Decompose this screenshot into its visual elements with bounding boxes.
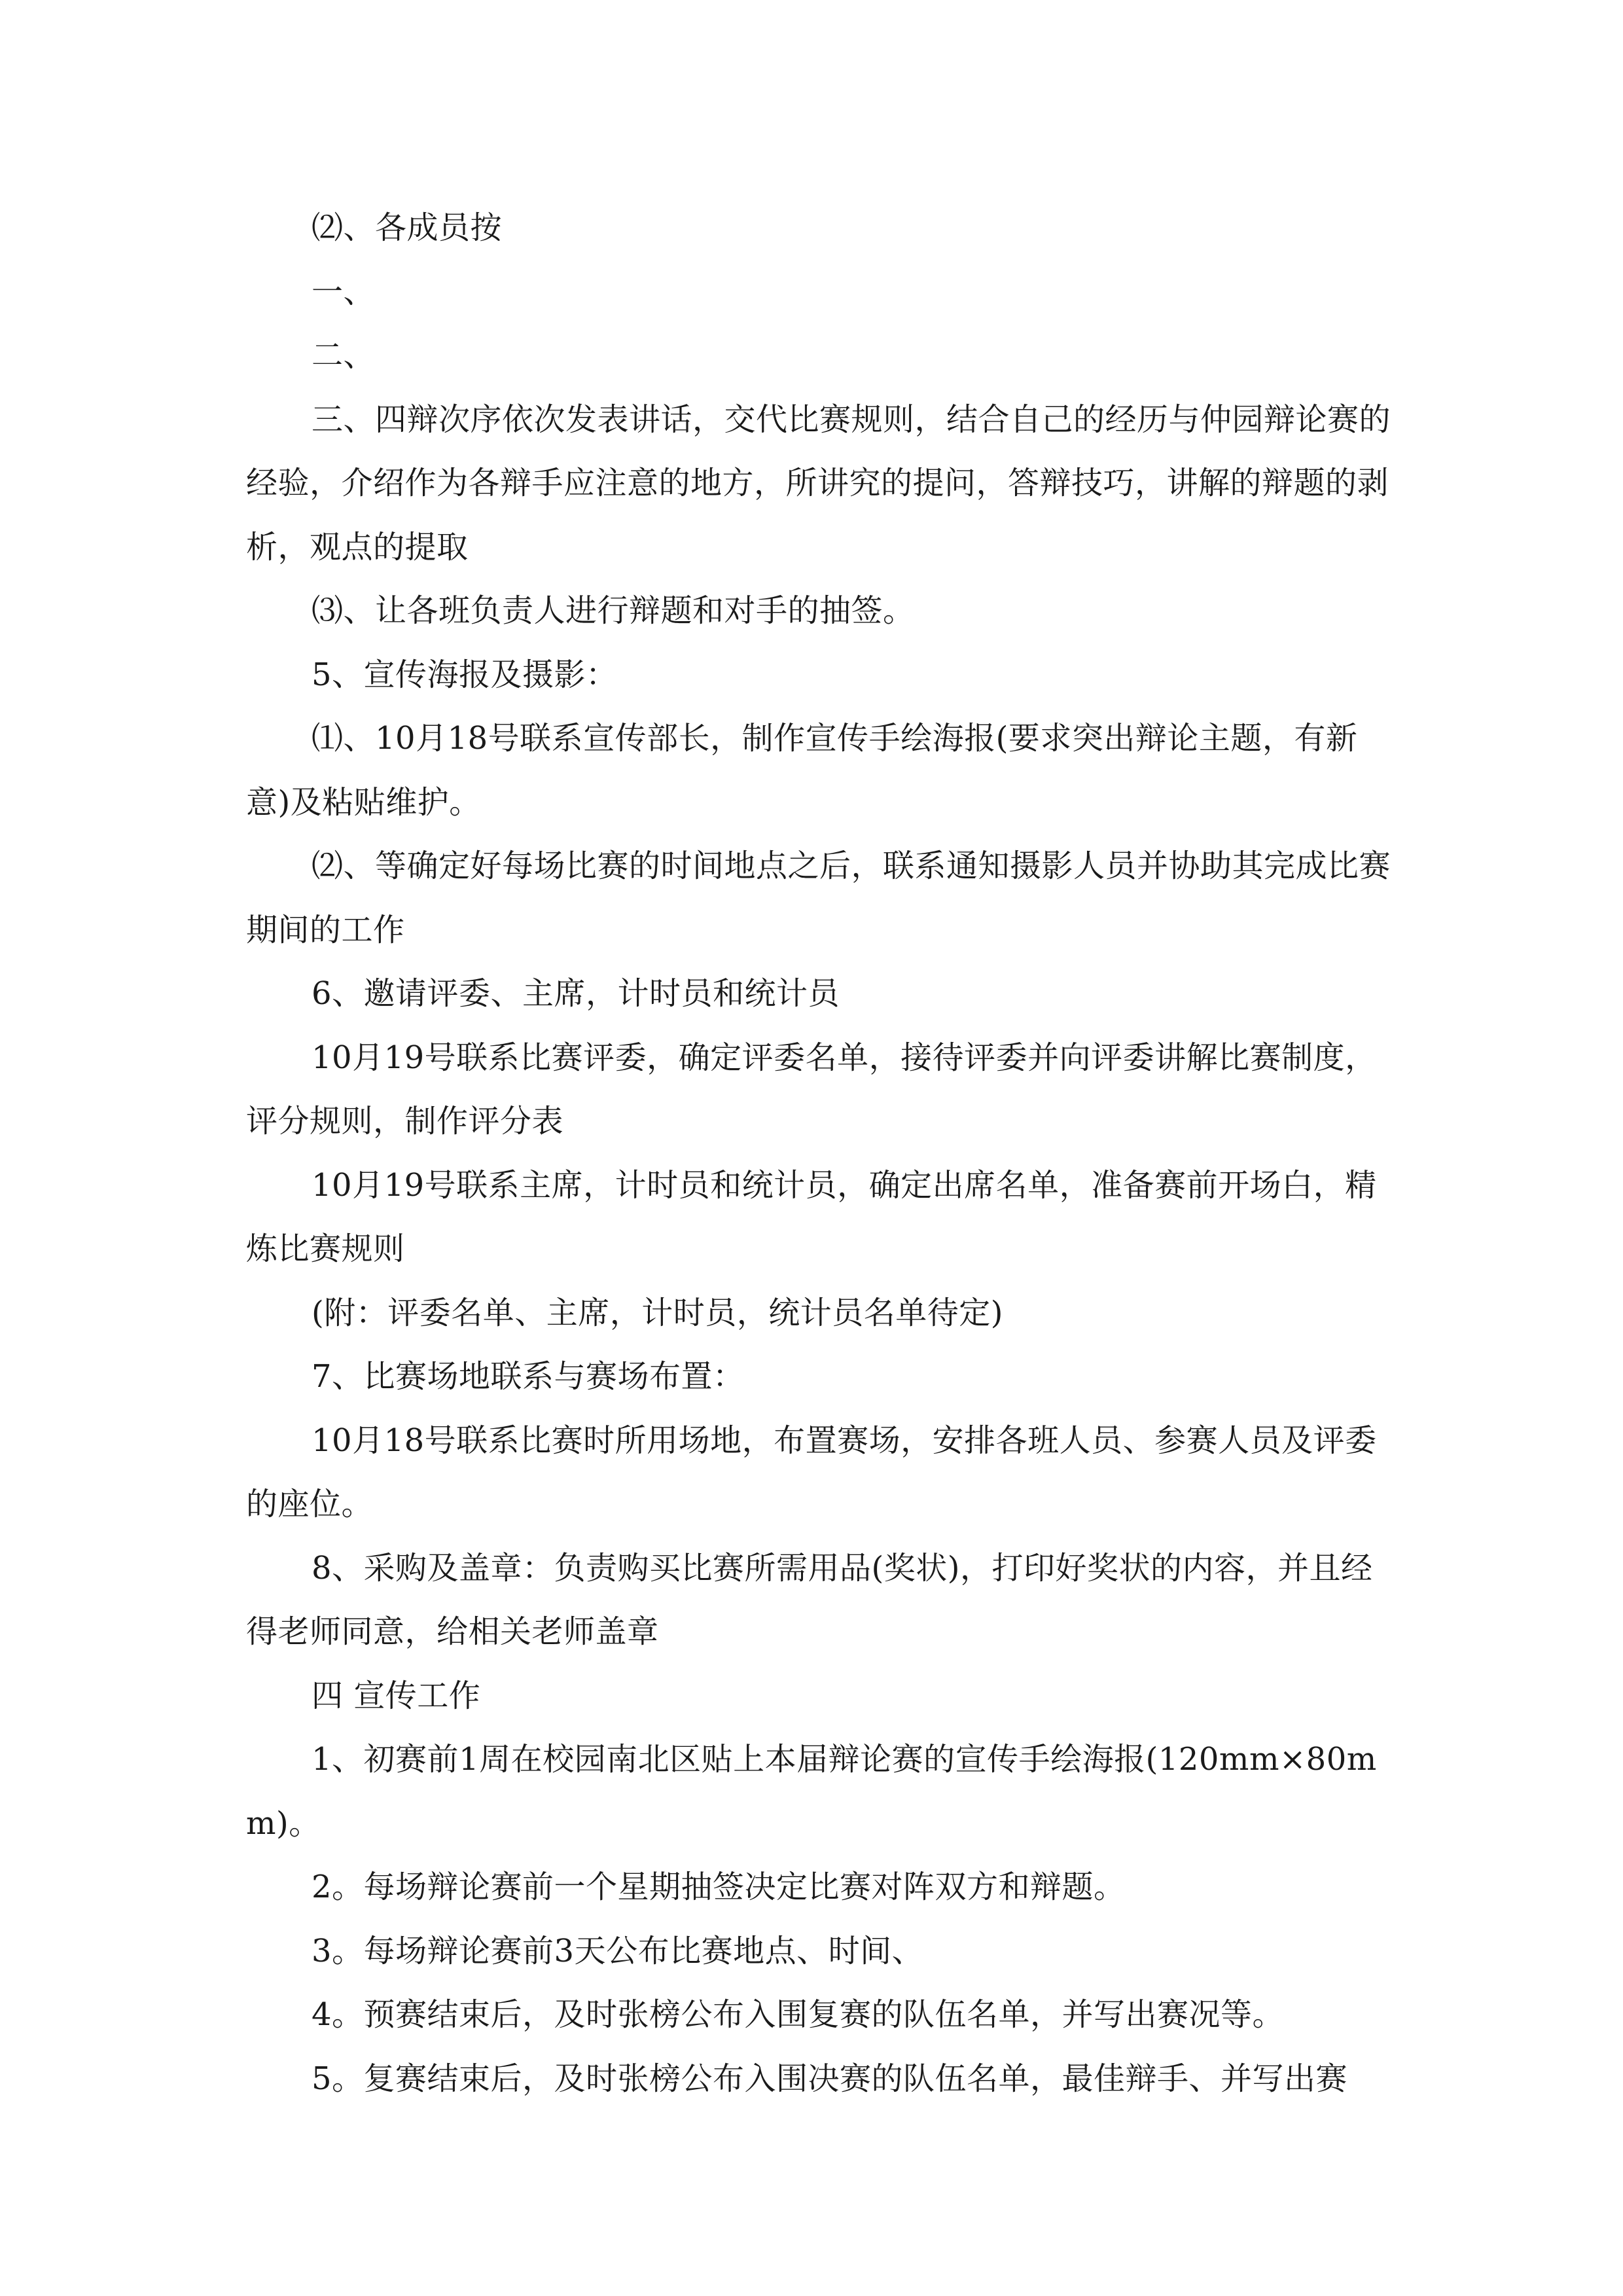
paragraph: 2。每场辩论赛前一个星期抽签决定比赛对阵双方和辩题。 (312, 1869, 1126, 1905)
paragraph: ⑵、等确定好每场比赛的时间地点之后，联系通知摄影人员并协助其完成比赛期间的工作 (246, 848, 1391, 948)
document-body (246, 196, 1391, 2111)
paragraph: 四 宣传工作 (312, 1677, 481, 1714)
paragraph: 10月18号联系比赛时所用场地，布置赛场，安排各班人员、参赛人员及评委的座位。 (246, 1422, 1377, 1522)
paragraph: 10月19号联系主席，计时员和统计员，确定出席名单，准备赛前开场白，精炼比赛规则 (246, 1166, 1377, 1267)
paragraph: ⑶、让各班负责人进行辩题和对手的抽签。 (312, 592, 915, 629)
paragraph: 5。复赛结束后，及时张榜公布入围决赛的队伍名单，最佳辩手、并写出赛 (312, 2060, 1348, 2097)
paragraph: 4。预赛结束后，及时张榜公布入围复赛的队伍名单，并写出赛况等。 (312, 1996, 1285, 2033)
paragraph: 8、采购及盖章：负责购买比赛所需用品(奖状)，打印好奖状的内容，并且经得老师同意，给相关老师盖章 (246, 1549, 1373, 1650)
paragraph: 二、 (312, 337, 376, 374)
paragraph: 1、初赛前1周在校园南北区贴上本届辩论赛的宣传手绘海报(120mm×80mm)。 (246, 1741, 1377, 1842)
paragraph: ⑴、10月18号联系宣传部长，制作宣传手绘海报(要求突出辩论主题，有新意)及粘贴维护。 (246, 720, 1358, 821)
paragraph: 10月19号联系比赛评委，确定评委名单，接待评委并向评委讲解比赛制度，评分规则，制作评分表 (246, 1039, 1377, 1139)
paragraph: 6、邀请评委、主席，计时员和统计员 (312, 975, 840, 1012)
paragraph: 3。每场辩论赛前3天公布比赛地点、时间、 (312, 1932, 924, 1969)
paragraph: 7、比赛场地联系与赛场布置： (312, 1358, 745, 1395)
paragraph: 5、宣传海报及摄影： (312, 656, 618, 693)
paragraph: 三、四辩次序依次发表讲话，交代比赛规则，结合自己的经历与仲园辩论赛的经验，介绍作为各辩手应注意的地方，所讲究的提问，答辩技巧，讲解的辩题的剥析，观点的提取 (246, 401, 1391, 565)
paragraph: (附：评委名单、主席，计时员，统计员名单待定) (312, 1294, 1003, 1331)
paragraph: ⑵、各成员按 (312, 209, 503, 246)
paragraph: 一、 (312, 273, 376, 310)
